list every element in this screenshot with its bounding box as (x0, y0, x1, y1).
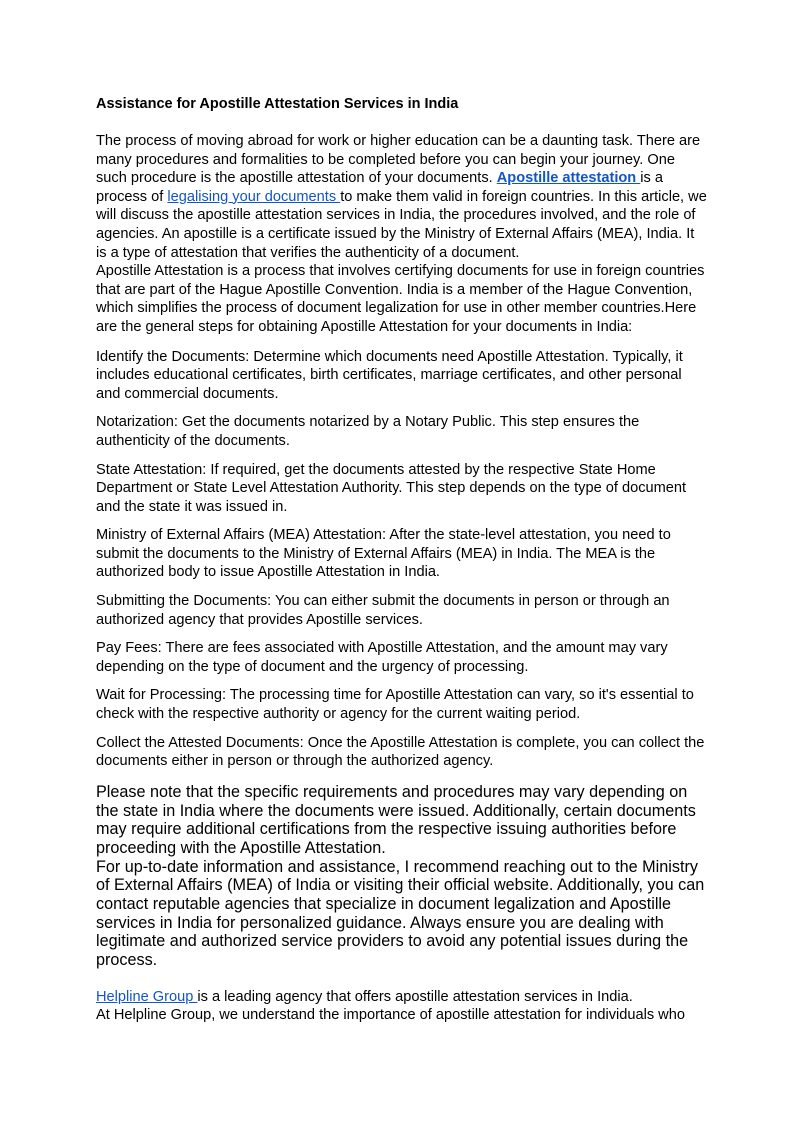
step-paragraph: Pay Fees: There are fees associated with Apostille Attestation, and the amount may vary depending on the type of document and the urgency of processing. (96, 640, 668, 675)
step-paragraph: State Attestation: If required, get the documents attested by the respective State Home Department or State Level Attestation Authority. This step depends on the type of document and the state it was issued in. (96, 461, 687, 515)
intro-text-1: The process of moving abroad for work or higher education can be a daunting task. There are many procedures and formalities to be completed before you can begin your journey. One such procedure is the apostille attestation of your documents. (96, 133, 701, 187)
page-title: Assistance for Apostille Attestation Services in India (96, 96, 459, 112)
helpline-text: is a leading agency that offers apostille attestation services in India. (197, 988, 633, 1005)
document-page (96, 94, 708, 1025)
apostille-attestation-link[interactable]: Apostille attestation (496, 170, 641, 187)
step-paragraph: Wait for Processing: The processing time for Apostille Attestation can vary, so it's essential to check with the respective authority or agency for the current waiting period. (96, 687, 694, 723)
step-paragraph: Collect the Attested Documents: Once the Apostille Attestation is complete, you can collect the documents either in person or through the authorized agency. (96, 734, 705, 770)
note-paragraph (96, 783, 708, 970)
intro-text-4: Apostille Attestation is a process that involves certifying documents for use in foreign countries that are part of the Hague Apostille Convention. India is a member of the Hague Convention, which simplifies the process of document legalization for use in other member countries.Here are the general steps for obtaining Apostille Attestation for your documents in India: (96, 263, 705, 335)
note-text-2: For up-to-date information and assistance, I recommend reaching out to the Ministry of External Affairs (MEA) of India or visiting their official website. Additionally, you can contact reputable agencies that specialize in document legalization and Apostille services in India for personalized guidance. Always ensure you are dealing with legitimate and authorized service providers to avoid any potential issues during the process. (96, 857, 705, 970)
step-paragraph: Notarization: Get the documents notarized by a Notary Public. This step ensures the authenticity of the documents. (96, 414, 640, 449)
intro-text-3: to make them valid in foreign countries. In this article, we will discuss the apostille attestation services in India, the procedures involved, and the role of agencies. An apostille is a certificate issued by the Ministry of External Affairs (MEA), India. It is a type of attestation that verifies the authenticity of a document. (96, 188, 707, 261)
step-paragraph: Ministry of External Affairs (MEA) Attestation: After the state-level attestation, you need to submit the documents to the Ministry of External Affairs (MEA) in India. The MEA is the authorized body to issue Apostille Attestation in India. (96, 527, 671, 581)
helpline-paragraph (96, 988, 708, 1025)
intro-paragraph (96, 132, 708, 337)
note-text-1: Please note that the specific requirements and procedures may vary depending on the state in India where the documents were issued. Additionally, certain documents may require additional certifications from the respective issuing authorities before proceeding with the Apostille Attestation. (96, 782, 696, 857)
step-paragraph: Submitting the Documents: You can either submit the documents in person or through an authorized agency that provides Apostille services. (96, 593, 670, 628)
legalising-documents-link[interactable]: legalising your documents (167, 188, 341, 205)
helpline-text-2: At Helpline Group, we understand the importance of apostille attestation for individuals who (96, 1007, 685, 1024)
step-paragraph: Identify the Documents: Determine which documents need Apostille Attestation. Typically, it includes educational certificates, birth certificates, marriage certificates, and other personal and commercial documents. (96, 348, 683, 402)
helpline-group-link[interactable]: Helpline Group (96, 988, 198, 1005)
intro-text-2: is a process of (96, 170, 663, 205)
